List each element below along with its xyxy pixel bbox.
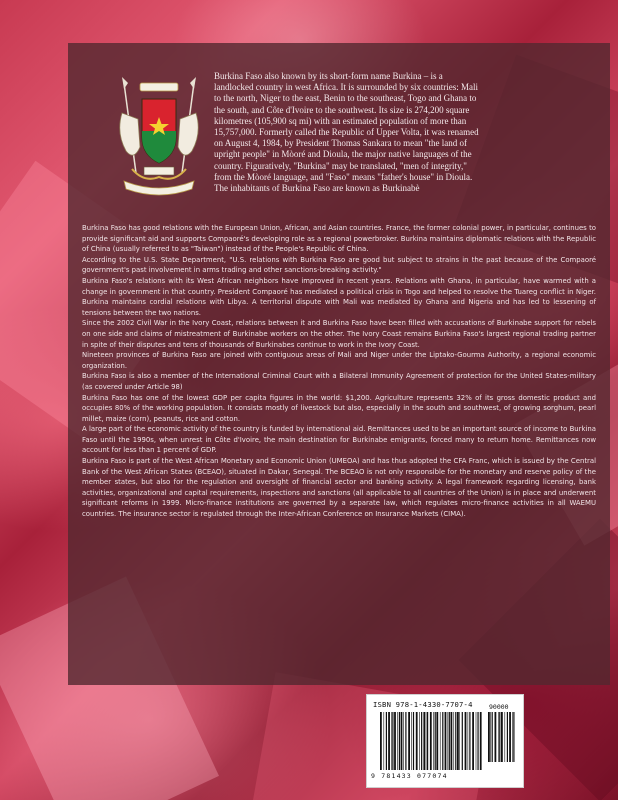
barcode-bar [392,712,393,770]
barcode-bar [507,712,508,762]
barcode-bar [403,712,404,770]
barcode-bar [405,712,406,770]
barcode-bar [462,712,463,770]
barcode-bar [426,712,427,770]
barcode-bar [469,712,470,770]
text-panel [68,43,610,685]
barcode-bar [513,712,514,762]
barcode-bar [397,712,398,770]
body-paragraph: Burkina Faso has good relations with the European Union, African, and Asian countries. France, the former colonial power, in particular, continues to provide significant aid and supports Compaoré's developing role as a regional powerbroker. Burkina maintains diplomatic relations with the Republic of China (usually referred to as "Taiwan") instead of the People's Republic of China. [82,224,596,254]
barcode-bar [380,712,382,770]
barcode-bar [423,712,425,770]
barcode-bar [411,712,412,770]
barcode-bar [465,712,467,770]
body-paragraph: Burkina Faso is also a member of the International Criminal Court with a Bilateral Immunity Agreement of protection for the United States-military (as covered under Article 98) [82,372,596,391]
barcode-digits: 9 781433 077074 [371,772,448,780]
barcode-bars [379,712,483,770]
barcode-bar [419,712,420,770]
barcode-bar [453,712,454,770]
body-paragraph: According to the U.S. State Department, "U.S. relations with Burkina Faso are good but subject to strains in the past because of the Compaoré government's past involvement in arms trading and other sanctions-breaking activity." [82,255,596,275]
barcode-bar [477,712,478,770]
barcode-bar [421,712,422,770]
barcode-bar [472,712,474,770]
barcode-bar [468,712,469,770]
barcode-bar [416,712,418,770]
barcode-bar [386,712,387,770]
barcode-bar [451,712,453,770]
barcode-bar [499,712,500,762]
barcode-bar [427,712,428,770]
article-body [82,223,596,520]
barcode-bar [388,712,390,770]
intro-block [68,43,610,223]
isbn-barcode [366,694,524,788]
body-paragraph: Since the 2002 Civil War in the Ivory Coast, relations between it and Burkina Faso have been filled with accusations of Burkinabe support for rebels on one side and claims of mistreatment of Burkinabe workers on the other. The Ivory Coast remains Burkina Faso's largest regional trading partner in spite of their disputes and tens of thousands of Burkinabes continue to work in the Ivory Coast. [82,319,596,349]
barcode-bar [490,712,491,762]
barcode-bar [413,712,414,770]
barcode-bar [436,712,438,770]
body-paragraph: Burkina Faso is part of the West African Monetary and Economic Union (UMEOA) and has thus adopted the CFA Franc, which is issued by the Central Bank of the West African States (BCEAO), situated in Dakar, Senegal. The BCEAO is not only responsible for the monetary and reserve policy of the member states, but also for the regulation and oversight of financial sector and banking activity. A legal framework regarding licensing, bank activities, organizational and capital requirements, inspections and sanctions (all applicable to all countries of the Union) is in place and underwent significant reforms in 1999. Micro-finance institutions are governed by a separate law, which regulates micro-finance activities in all WAEMU countries. The insurance sector is regulated through the Inter-African Conference on Insurance Markets (CIMA). [82,457,596,519]
barcode-bar [435,712,436,770]
barcode-bar [391,712,392,770]
barcode-bar [476,712,477,770]
barcode-bar [399,712,400,770]
barcode-bar [433,712,434,770]
barcode-bar [501,712,503,762]
barcode-bar [449,712,450,770]
barcode-bar [495,712,497,762]
barcode-bar [401,712,403,770]
barcode-bar [448,712,449,770]
coat-of-arms-icon [104,73,214,199]
barcode-bar [492,712,493,762]
barcode-bar [509,712,511,762]
isbn-number: ISBN 978-1-4330-7707-4 [373,700,473,709]
barcode-bar [488,712,490,762]
intro-paragraph: Burkina Faso also known by its short-form name Burkina – is a landlocked country in west Africa. It is surrounded by six countries: Mali to the north, Niger to the east, Benin to the southeast, Togo and Ghana to the south, and Côte d'Ivoire to the southwest. Its size is 274,200 square kilometres (105,900 sq mi) with an estimated population of more than 15,757,000. Formerly called the Republic of Upper Volta, it was renamed on August 4, 1984, by President Thomas Sankara to mean "the land of upright people" in Mòoré and Dioula, the major native languages of the country. Figuratively, "Burkina" may be translated, "men of integrity," from the Mòoré language, and "Faso" means "father's house" in Dioula. The inhabitants of Burkina Faso are known as Burkinabè [214,71,479,194]
body-paragraph: Burkina Faso's relations with its West African neighbors have improved in recent years. Relations with Ghana, in particular, have warmed with a change in government in that country. President Compaoré has mediated a political crisis in Togo and helped to resolve the Tuareg conflict in Niger. Burkina maintains cordial relations with Libya. A territorial dispute with Mali was mediated by Ghana and Nigeria and has led to lessening of tensions between the two nations. [82,276,596,317]
body-paragraph: A large part of the economic activity of the country is funded by international aid. Remittances used to be an important source of income to Burkina Faso until the 1990s, when unrest in Côte d'Ivoire, the main destination for Burkinabe emigrants, forced many to return home. Remittances now account for less than 1 percent of GDP. [82,425,596,455]
barcode-bar [480,712,482,770]
barcode-bar [408,712,410,770]
price-code: 90000 [489,703,509,711]
barcode-bar [445,712,447,770]
barcode-bar [457,712,459,770]
barcode-bar [384,712,385,770]
barcode-bar [394,712,396,770]
barcode-bar [459,712,460,770]
barcode-bar [430,712,432,770]
body-paragraph: Nineteen provinces of Burkina Faso are joined with contiguous areas of Mali and Niger under the Liptako-Gourma Authority, a regional economic organization. [82,351,596,370]
body-paragraph: Burkina Faso has one of the lowest GDP per capita figures in the world: $1,200. Agriculture represents 32% of its gross domestic product and occupies 80% of the working population. It consists mostly of livestock but also, especially in the south and southwest, of growing sorghum, pearl millet, maize (corn), peanuts, rice and cotton. [82,393,596,423]
barcode-bar [455,712,456,770]
barcode-bar [505,712,506,762]
barcode-bar [442,712,443,770]
barcode-bar [512,712,513,762]
addon-barcode-bars [487,712,515,762]
barcode-bar [440,712,441,770]
barcode-bar [498,712,499,762]
